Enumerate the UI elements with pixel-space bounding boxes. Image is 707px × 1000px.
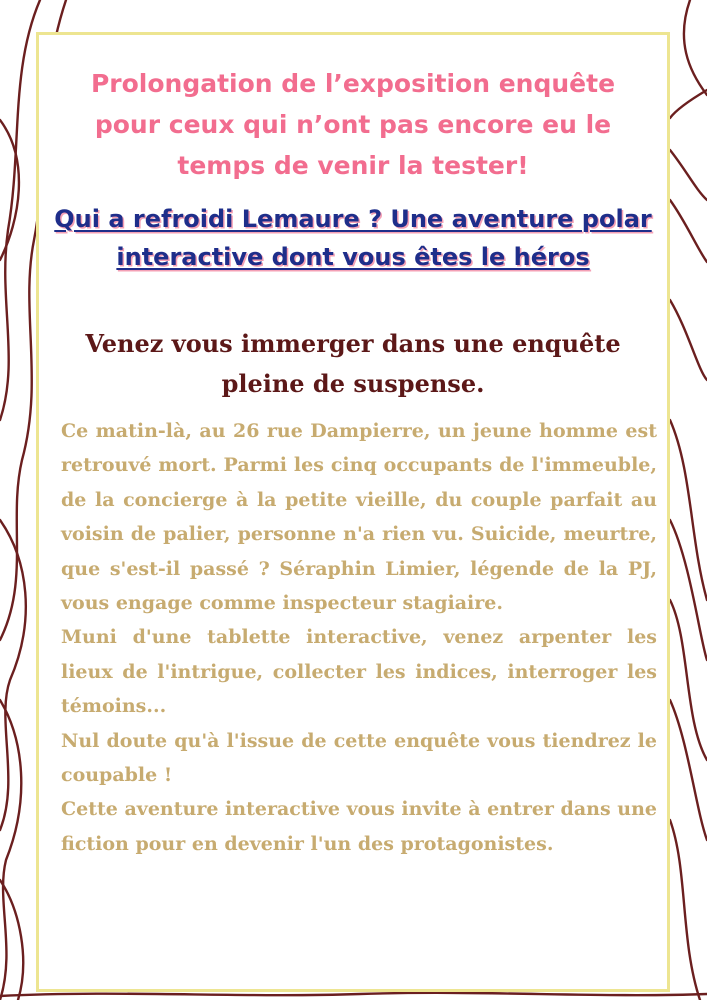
headline: Prolongation de l’exposition enquête pour ceux qui n’ont pas encore eu le temps de venir la tester! [90, 69, 616, 180]
description-paragraph: Nul doute qu'à l'issue de cette enquête vous tiendrez le coupable ! [61, 729, 657, 787]
lead-text: Venez vous immerger dans une enquête pleine de suspense. [85, 329, 621, 398]
description-paragraph: Ce matin-là, au 26 rue Dampierre, un jeune homme est retrouvé mort. Parmi les cinq occupants de l'immeuble, de la concierge à la petite vieille, du couple parfait au voisin de palier, personne n'a rien vu. Suicide, meurtre, que s'est-il passé ? Séraphin Limier, légende de la PJ, vous engage comme inspecteur stagiaire. [61, 420, 657, 615]
poster-card [36, 32, 670, 992]
event-title: Qui a refroidi Lemaure ? Une aventure polar interactive dont vous êtes le héros [54, 205, 652, 271]
description-paragraph: Muni d'une tablette interactive, venez arpenter les lieux de l'intrigue, collecter les indices, interroger les témoins... [61, 626, 657, 718]
description [61, 414, 657, 861]
description-paragraph: Cette aventure interactive vous invite à entrer dans une fiction pour en devenir l'un des protagonistes. [61, 798, 657, 855]
